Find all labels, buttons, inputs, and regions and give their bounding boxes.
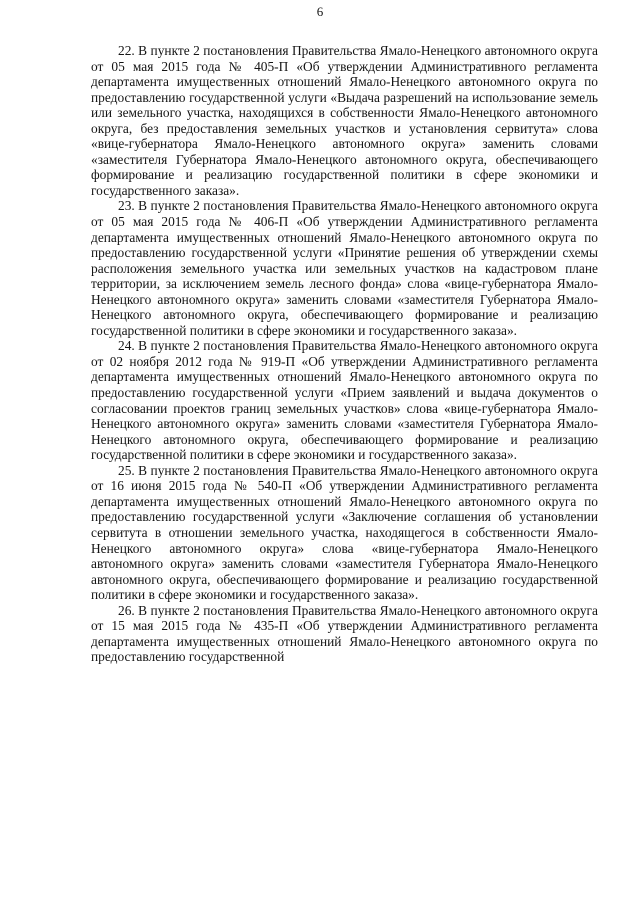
paragraph-item-25: 25. В пункте 2 постановления Правительства Ямало-Ненецкого автономного округа от 16 июня 2015 года № 540-П «Об утверждении Административного регламента департамента имущественных отношений Ямало-Ненецкого автономного округа по предоставлению государственной услуги «Заключение соглашения об установлении сервитута в отношении земельного участка, находящегося в собственности Ямало-Ненецкого автономного округа» слова «вице-губернатора Ямало-Ненецкого автономного округа» заменить словами «заместителя Губернатора Ямало-Ненецкого автономного округа, обеспечивающего формирование и реализацию государственной политики в сфере экономики и государственного заказа». bbox=[91, 462, 598, 603]
paragraph-item-23: 23. В пункте 2 постановления Правительства Ямало-Ненецкого автономного округа от 05 мая 2015 года № 406-П «Об утверждении Административного регламента департамента имущественных отношений Ямало-Ненецкого автономного округа по предоставлению государственной услуги «Принятие решения об утверждении схемы расположения земельного участка или земельных участков на кадастровом плане территории, за исключением земель лесного фонда» слова «вице-губернатора Ямало-Ненецкого автономного округа» заменить словами «заместителя Губернатора Ямало-Ненецкого автономного округа, обеспечивающего формирование и реализацию государственной политики в сфере экономики и государственного заказа». bbox=[91, 198, 598, 338]
page-number: 6 bbox=[316, 4, 324, 19]
paragraph-item-24: 24. В пункте 2 постановления Правительства Ямало-Ненецкого автономного округа от 02 ноября 2012 года № 919-П «Об утверждении Административного регламента департамента имущественных отношений Ямало-Ненецкого автономного округа по предоставлению государственной услуги «Прием заявлений и выдача документов о согласовании проектов границ земельных участков» слова «вице-губернатора Ямало-Ненецкого автономного округа» заменить словами «заместителя Губернатора Ямало-Ненецкого автономного округа, обеспечивающего формирование и реализацию государственной политики в сфере экономики и государственного заказа». bbox=[91, 338, 598, 463]
paragraph-item-26: 26. В пункте 2 постановления Правительства Ямало-Ненецкого автономного округа от 15 мая 2015 года № 435-П «Об утверждении Административного регламента департамента имущественных отношений Ямало-Ненецкого автономного округа по предоставлению государственной bbox=[91, 602, 598, 665]
document-body bbox=[91, 43, 598, 665]
paragraph-item-22: 22. В пункте 2 постановления Правительства Ямало-Ненецкого автономного округа от 05 мая 2015 года № 405-П «Об утверждении Административного регламента департамента имущественных отношений Ямало-Ненецкого автономного округа по предоставлению государственной услуги «Выдача разрешений на использование земель или земельного участка, находящихся в собственности Ямало-Ненецкого автономного округа, без предоставления земельных участков и установления сервитута» слова «вице-губернатора Ямало-Ненецкого автономного округа» заменить словами «заместителя Губернатора Ямало-Ненецкого автономного округа, обеспечивающего формирование и реализацию государственной политики в сфере экономики и государственного заказа». bbox=[91, 43, 598, 198]
